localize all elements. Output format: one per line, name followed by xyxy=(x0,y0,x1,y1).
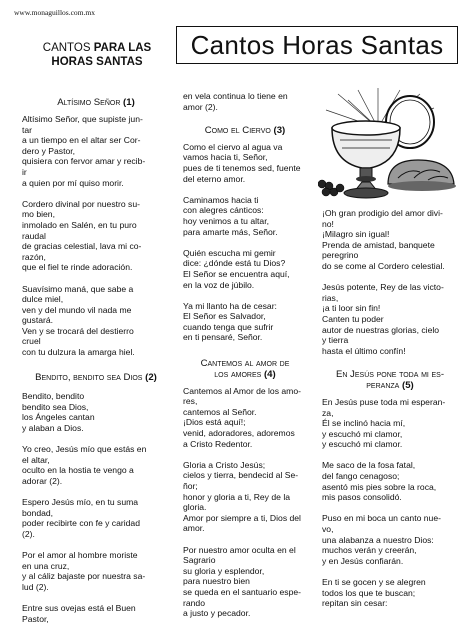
song-2-verse-3: Espero Jesús mío, en tu suma bondad, poder recibirte con fe y caridad (2). xyxy=(22,497,140,539)
song-3-verse-2: Caminamos hacia ti con alegres cánticos: hoy venimos a tu altar, para amarte más, Señor. xyxy=(183,194,278,237)
song-2-verse-continued: en vela continua lo tiene en amor (2). xyxy=(183,91,288,112)
song-number: (2) xyxy=(145,372,157,384)
song-number: (4) xyxy=(263,368,276,380)
song-5-verse-2: Me saco de la fosa fatal, del fango cenagoso; asentó mis pies sobre la roca, mis pasos consolidó. xyxy=(322,460,437,503)
subtitle-line2: HORAS SANTAS xyxy=(51,56,143,68)
song-4-verse-5: Jesús potente, Rey de las victo- rias, ¡a ti loor sin fin! Canten tu poder autor de nuestras glorias, cielo y tierra hasta el último confín! xyxy=(322,282,444,356)
song-1-verse-3: Suavísimo maná, que sabe a dulce miel, ven y del mundo vil nada me gustará. Ven y se trocará del destierro cruel con tu dulzura la amarga hiel. xyxy=(22,283,135,358)
song-title: Como el Ciervo xyxy=(204,124,271,136)
song-5-verse-4: En ti se gocen y se alegren todos los que te buscan; repitan sin cesar: xyxy=(322,577,426,609)
song-title: Bendito, bendito sea Dios xyxy=(35,372,143,384)
column-1 xyxy=(22,97,170,635)
song-4-verse-4: ¡Oh gran prodigio del amor divi- no! ¡Milagro sin igual! Prenda de amistad, banquete peregrino do se come al Cordero celestial. xyxy=(322,208,445,271)
song-2-verse-1: Bendito, bendito bendito sea Dios, los Ángeles cantan y alaban a Dios. xyxy=(22,391,95,434)
song-3-verse-3: Quién escucha mi gemir dice: ¿dónde está tu Dios? El Señor se encuentra aquí, en la voz de júbilo. xyxy=(183,247,290,290)
song-5-verse-1: En Jesús puse toda mi esperan- za, Él se inclinó hacia mí, y escuchó mi clamor, y escuchó mi clamor. xyxy=(322,396,446,450)
song-1-verse-1: Altísimo Señor, que supiste jun- tar a un tiempo en el altar ser Cor- dero y Pastor, quisiera con fervor amar y recib- ir a quien por mí quiso morir. xyxy=(22,114,146,188)
song-2-verse-5: Entre sus ovejas está el Buen Pastor, xyxy=(22,603,136,624)
song-title: Altísimo Señor xyxy=(57,97,121,108)
song-number: (3) xyxy=(273,124,286,136)
chalice-and-bread-icon xyxy=(318,88,458,200)
song-1-heading xyxy=(22,97,170,108)
song-3-verse-4: Ya mi llanto ha de cesar: El Señor es Salvador, cuando tenga que sufrir en ti pensaré, Señor. xyxy=(183,300,277,343)
chalice-illustration xyxy=(318,88,458,200)
song-4-heading xyxy=(183,358,307,380)
song-number: (1) xyxy=(123,97,135,108)
site-url: www.monaguillos.com.mx xyxy=(14,8,95,17)
song-number: (5) xyxy=(402,379,414,391)
song-1-verse-2: Cordero divinal por nuestro su- mo bien, inmolado en Salén, en tu puro raudal de gracias celestial, lava mi co- razón, que el fiel te rinde adoración. xyxy=(22,198,142,273)
song-title-line1: En Jesús pone toda mi es- xyxy=(335,368,445,380)
column-2 xyxy=(183,91,307,629)
song-2-heading xyxy=(22,372,170,383)
subtitle-prefix: CANTOS xyxy=(42,42,94,54)
song-2-verse-4: Por el amor al hombre moriste en una cruz, y al cáliz bajaste por nuestra sa- lud (2). xyxy=(22,550,146,592)
song-title-line2: los amores xyxy=(214,368,262,380)
song-title-line2: peranza xyxy=(366,379,400,391)
song-5-heading xyxy=(322,369,458,391)
song-title-line1: Cantemos al amor de xyxy=(200,357,290,369)
song-3-verse-1: Como el ciervo al agua va vamos hacia ti, Señor, pues de ti tenemos sed, fuente del eterno amor. xyxy=(183,141,301,184)
column-3 xyxy=(322,208,458,619)
song-4-verse-1: Cantemos al Amor de los amo- res, cantemos al Señor. ¡Dios está aquí!; venid, adoradores, adoremos a Cristo Redentor. xyxy=(183,385,301,449)
song-4-verse-2: Gloria a Cristo Jesús; cielos y tierra, bendecid al Se- ñor; honor y gloria a ti, Rey de la gloria. Amor por siempre a ti, Dios del amor. xyxy=(183,459,301,534)
page-title: Cantos Horas Santas xyxy=(176,26,458,64)
song-3-heading xyxy=(183,125,307,136)
song-4-verse-3: Por nuestro amor oculta en el Sagrario su gloria y esplendor, para nuestro bien se queda en el santuario espe- rando a justo y pecador. xyxy=(183,544,302,619)
subtitle-bold: PARA LAS xyxy=(93,42,152,54)
song-2-verse-2: Yo creo, Jesús mío que estás en el altar, oculto en la hostia te vengo a adorar (2). xyxy=(22,444,147,486)
page-subtitle xyxy=(22,41,172,69)
song-5-verse-3: Puso en mi boca un canto nue- vo, una alabanza a nuestro Dios: muchos verán y creerán, y en Jesús confiarán. xyxy=(322,513,441,566)
